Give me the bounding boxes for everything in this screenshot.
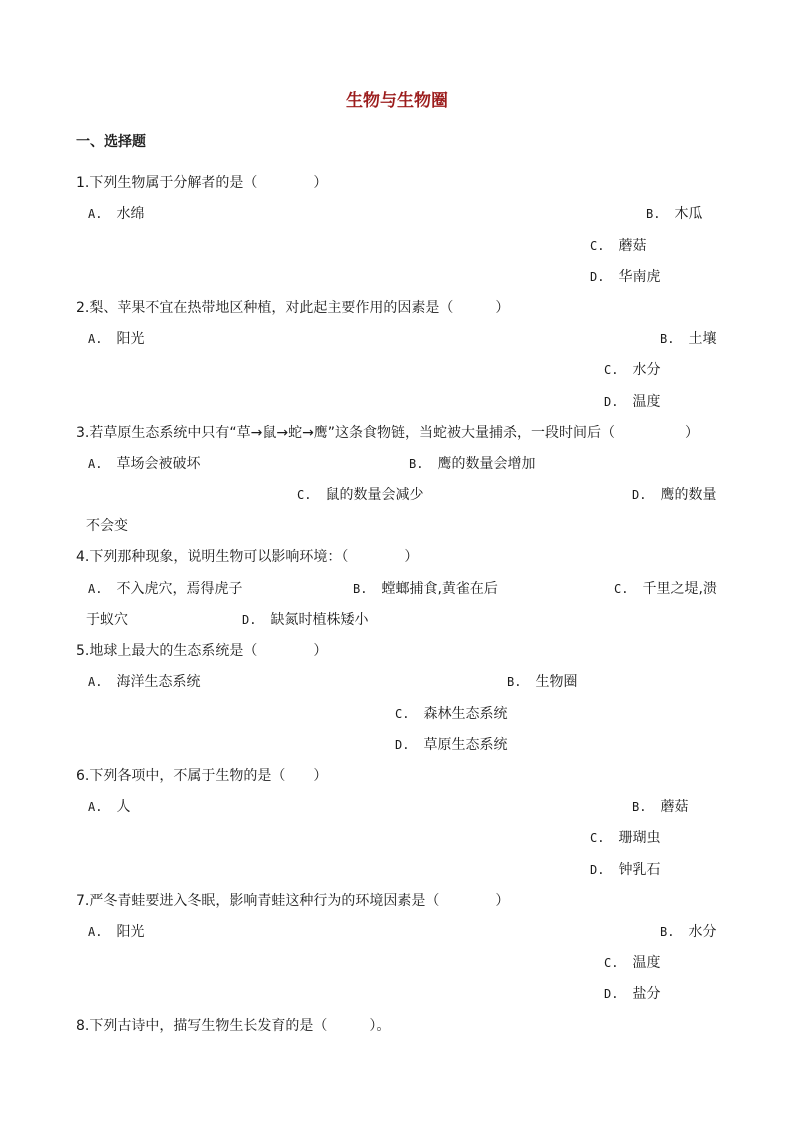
question-1-stem: 1.下列生物属于分解者的是（ ） [76, 175, 328, 191]
q3-option-d[interactable] [632, 484, 716, 504]
option-letter: D. [590, 270, 605, 284]
q6-option-a[interactable] [88, 796, 130, 816]
question-4-stem: 4.下列那种现象，说明生物可以影响环境：（ ） [76, 549, 419, 565]
option-text: 人 [116, 799, 131, 815]
option-text: 不入虎穴，焉得虎子 [116, 581, 243, 597]
option-letter: C. [590, 831, 605, 845]
q1-option-b[interactable] [646, 203, 702, 223]
q5-option-c[interactable] [395, 703, 507, 723]
option-letter: B. [632, 800, 647, 814]
q1-option-c[interactable] [590, 235, 646, 255]
option-text: 温度 [632, 394, 661, 410]
q6-option-d[interactable] [590, 859, 660, 879]
option-letter: D. [590, 863, 605, 877]
option-text: 海洋生态系统 [116, 674, 201, 690]
question-5-stem: 5.地球上最大的生态系统是（ ） [76, 643, 328, 659]
option-letter: A. [88, 675, 103, 689]
option-letter: D. [395, 738, 410, 752]
option-text: 阳光 [116, 331, 145, 347]
option-text: 华南虎 [618, 269, 661, 285]
option-text: 螳螂捕食,黄雀在后 [381, 581, 498, 597]
q4-option-d[interactable] [242, 609, 368, 629]
option-letter: B. [409, 457, 424, 471]
section-heading: 一、选择题 [76, 134, 146, 150]
question-7-stem: 7.严冬青蛙要进入冬眠，影响青蛙这种行为的环境因素是（ ） [76, 893, 510, 909]
q6-option-b[interactable] [632, 796, 688, 816]
q3-option-c[interactable] [297, 484, 423, 504]
option-text: 森林生态系统 [423, 706, 508, 722]
option-letter: C. [604, 956, 619, 970]
option-text: 蘑菇 [660, 799, 689, 815]
option-letter: B. [646, 207, 661, 221]
option-letter: A. [88, 582, 103, 596]
option-letter: B. [353, 582, 368, 596]
option-text: 珊瑚虫 [618, 830, 661, 846]
q4-option-b[interactable] [353, 578, 498, 598]
option-letter: D. [604, 395, 619, 409]
option-text: 蘑菇 [618, 238, 647, 254]
option-letter: D. [632, 488, 647, 502]
q7-option-b[interactable] [660, 921, 716, 941]
option-text: 草原生态系统 [423, 737, 508, 753]
q3-option-d-wrap: 不会变 [86, 518, 128, 534]
option-letter: B. [660, 332, 675, 346]
option-text: 钟乳石 [618, 862, 661, 878]
option-text: 鼠的数量会减少 [325, 487, 424, 503]
q1-option-a[interactable] [88, 203, 144, 223]
option-text: 水分 [632, 362, 661, 378]
option-letter: C. [297, 488, 312, 502]
option-letter: D. [604, 987, 619, 1001]
option-text: 鹰的数量会增加 [437, 456, 536, 472]
question-6-stem: 6.下列各项中，不属于生物的是（ ） [76, 768, 328, 784]
option-letter: C. [614, 582, 629, 596]
q3-option-a[interactable] [88, 453, 200, 473]
option-text: 木瓜 [674, 206, 703, 222]
q5-option-a[interactable] [88, 671, 200, 691]
option-letter: A. [88, 332, 103, 346]
option-letter: D. [242, 613, 257, 627]
document-title: 生物与生物圈 [346, 91, 448, 111]
option-letter: C. [590, 239, 605, 253]
option-text: 水绵 [116, 206, 145, 222]
q7-option-a[interactable] [88, 921, 144, 941]
q5-option-d[interactable] [395, 734, 507, 754]
option-text: 草场会被破坏 [116, 456, 201, 472]
q5-option-b[interactable] [507, 671, 577, 691]
option-letter: B. [660, 925, 675, 939]
option-text: 缺氮时植株矮小 [270, 612, 369, 628]
q7-option-d[interactable] [604, 983, 660, 1003]
option-letter: B. [507, 675, 522, 689]
option-text: 土壤 [688, 331, 717, 347]
q4-option-c-wrap: 于蚁穴 [86, 612, 128, 628]
q3-option-b[interactable] [409, 453, 535, 473]
q2-option-b[interactable] [660, 328, 716, 348]
option-letter: C. [395, 707, 410, 721]
option-letter: A. [88, 457, 103, 471]
q6-option-c[interactable] [590, 827, 660, 847]
option-letter: A. [88, 207, 103, 221]
q2-option-d[interactable] [604, 391, 660, 411]
option-text: 盐分 [632, 986, 661, 1002]
q1-option-d[interactable] [590, 266, 660, 286]
question-8-stem: 8.下列古诗中，描写生物生长发育的是（ ）。 [76, 1018, 391, 1034]
q4-option-a[interactable] [88, 578, 242, 598]
option-text: 温度 [632, 955, 661, 971]
question-3-stem: 3.若草原生态系统中只有“草→鼠→蛇→鹰”这条食物链，当蛇被大量捕杀，一段时间后（ ） [76, 425, 700, 441]
q2-option-a[interactable] [88, 328, 144, 348]
option-text: 生物圈 [535, 674, 578, 690]
option-text: 阳光 [116, 924, 145, 940]
option-letter: A. [88, 925, 103, 939]
question-2-stem: 2.梨、苹果不宜在热带地区种植，对此起主要作用的因素是（ ） [76, 300, 510, 316]
option-text: 水分 [688, 924, 717, 940]
q2-option-c[interactable] [604, 359, 660, 379]
option-text: 千里之堤,溃 [642, 581, 717, 597]
option-letter: A. [88, 800, 103, 814]
option-text: 鹰的数量 [660, 487, 717, 503]
option-letter: C. [604, 363, 619, 377]
q4-option-c[interactable] [614, 578, 717, 598]
q7-option-c[interactable] [604, 952, 660, 972]
